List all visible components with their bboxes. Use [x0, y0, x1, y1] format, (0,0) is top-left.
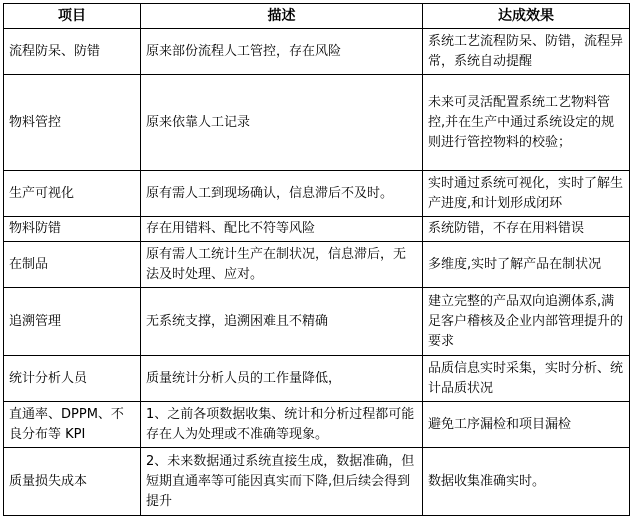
table-row — [4, 288, 630, 356]
cell-effect: 系统防错，不存在用料错误 — [423, 217, 630, 242]
table-header-row — [4, 4, 630, 29]
table-row — [4, 356, 630, 402]
cell-item: 流程防呆、防错 — [4, 29, 141, 75]
cell-effect: 品质信息实时采集，实时分析、统计品质状况 — [423, 356, 630, 402]
cell-item: 质量损失成本 — [4, 448, 141, 516]
table-row — [4, 448, 630, 516]
cell-description: 原来部份流程人工管控，存在风险 — [141, 29, 423, 75]
cell-description: 原来依靠人工记录 — [141, 75, 423, 171]
cell-item: 物料管控 — [4, 75, 141, 171]
cell-description: 质量统计分析人员的工作量降低， — [141, 356, 423, 402]
header-effect: 达成效果 — [423, 4, 630, 29]
cell-effect: 数据收集准确实时。 — [423, 448, 630, 516]
table-row — [4, 217, 630, 242]
header-description: 描述 — [141, 4, 423, 29]
cell-description: 原有需人工统计生产在制状况，信息滞后，无法及时处理、应对。 — [141, 242, 423, 288]
comparison-table — [3, 3, 630, 516]
table-row — [4, 402, 630, 448]
cell-item: 统计分析人员 — [4, 356, 141, 402]
header-item: 项目 — [4, 4, 141, 29]
cell-item: 物料防错 — [4, 217, 141, 242]
cell-description: 存在用错料、配比不符等风险 — [141, 217, 423, 242]
table-row — [4, 29, 630, 75]
cell-item: 在制品 — [4, 242, 141, 288]
cell-item: 追溯管理 — [4, 288, 141, 356]
cell-effect: 建立完整的产品双向追溯体系,满足客户稽核及企业内部管理提升的要求 — [423, 288, 630, 356]
cell-item: 直通率、DPPM、不良分布等 KPI — [4, 402, 141, 448]
table-row — [4, 242, 630, 288]
cell-item: 生产可视化 — [4, 171, 141, 217]
cell-effect: 未来可灵活配置系统工艺物料管控,并在生产中通过系统设定的规则进行管控物料的校验； — [423, 75, 630, 171]
cell-description: 1、之前各项数据收集、统计和分析过程都可能存在人为处理或不准确等现象。 — [141, 402, 423, 448]
cell-description: 无系统支撑，追溯困难且不精确 — [141, 288, 423, 356]
cell-effect: 避免工序漏检和项目漏检 — [423, 402, 630, 448]
cell-effect: 系统工艺流程防呆、防错，流程异常，系统自动提醒 — [423, 29, 630, 75]
table-row — [4, 171, 630, 217]
table-row — [4, 75, 630, 171]
cell-description: 原有需人工到现场确认，信息滞后不及时。 — [141, 171, 423, 217]
cell-description: 2、未来数据通过系统直接生成，数据准确，但短期直通率等可能因真实而下降,但后续会得到提升 — [141, 448, 423, 516]
cell-effect: 实时通过系统可视化，实时了解生产进度,和计划形成闭环 — [423, 171, 630, 217]
cell-effect: 多维度,实时了解产品在制状况 — [423, 242, 630, 288]
